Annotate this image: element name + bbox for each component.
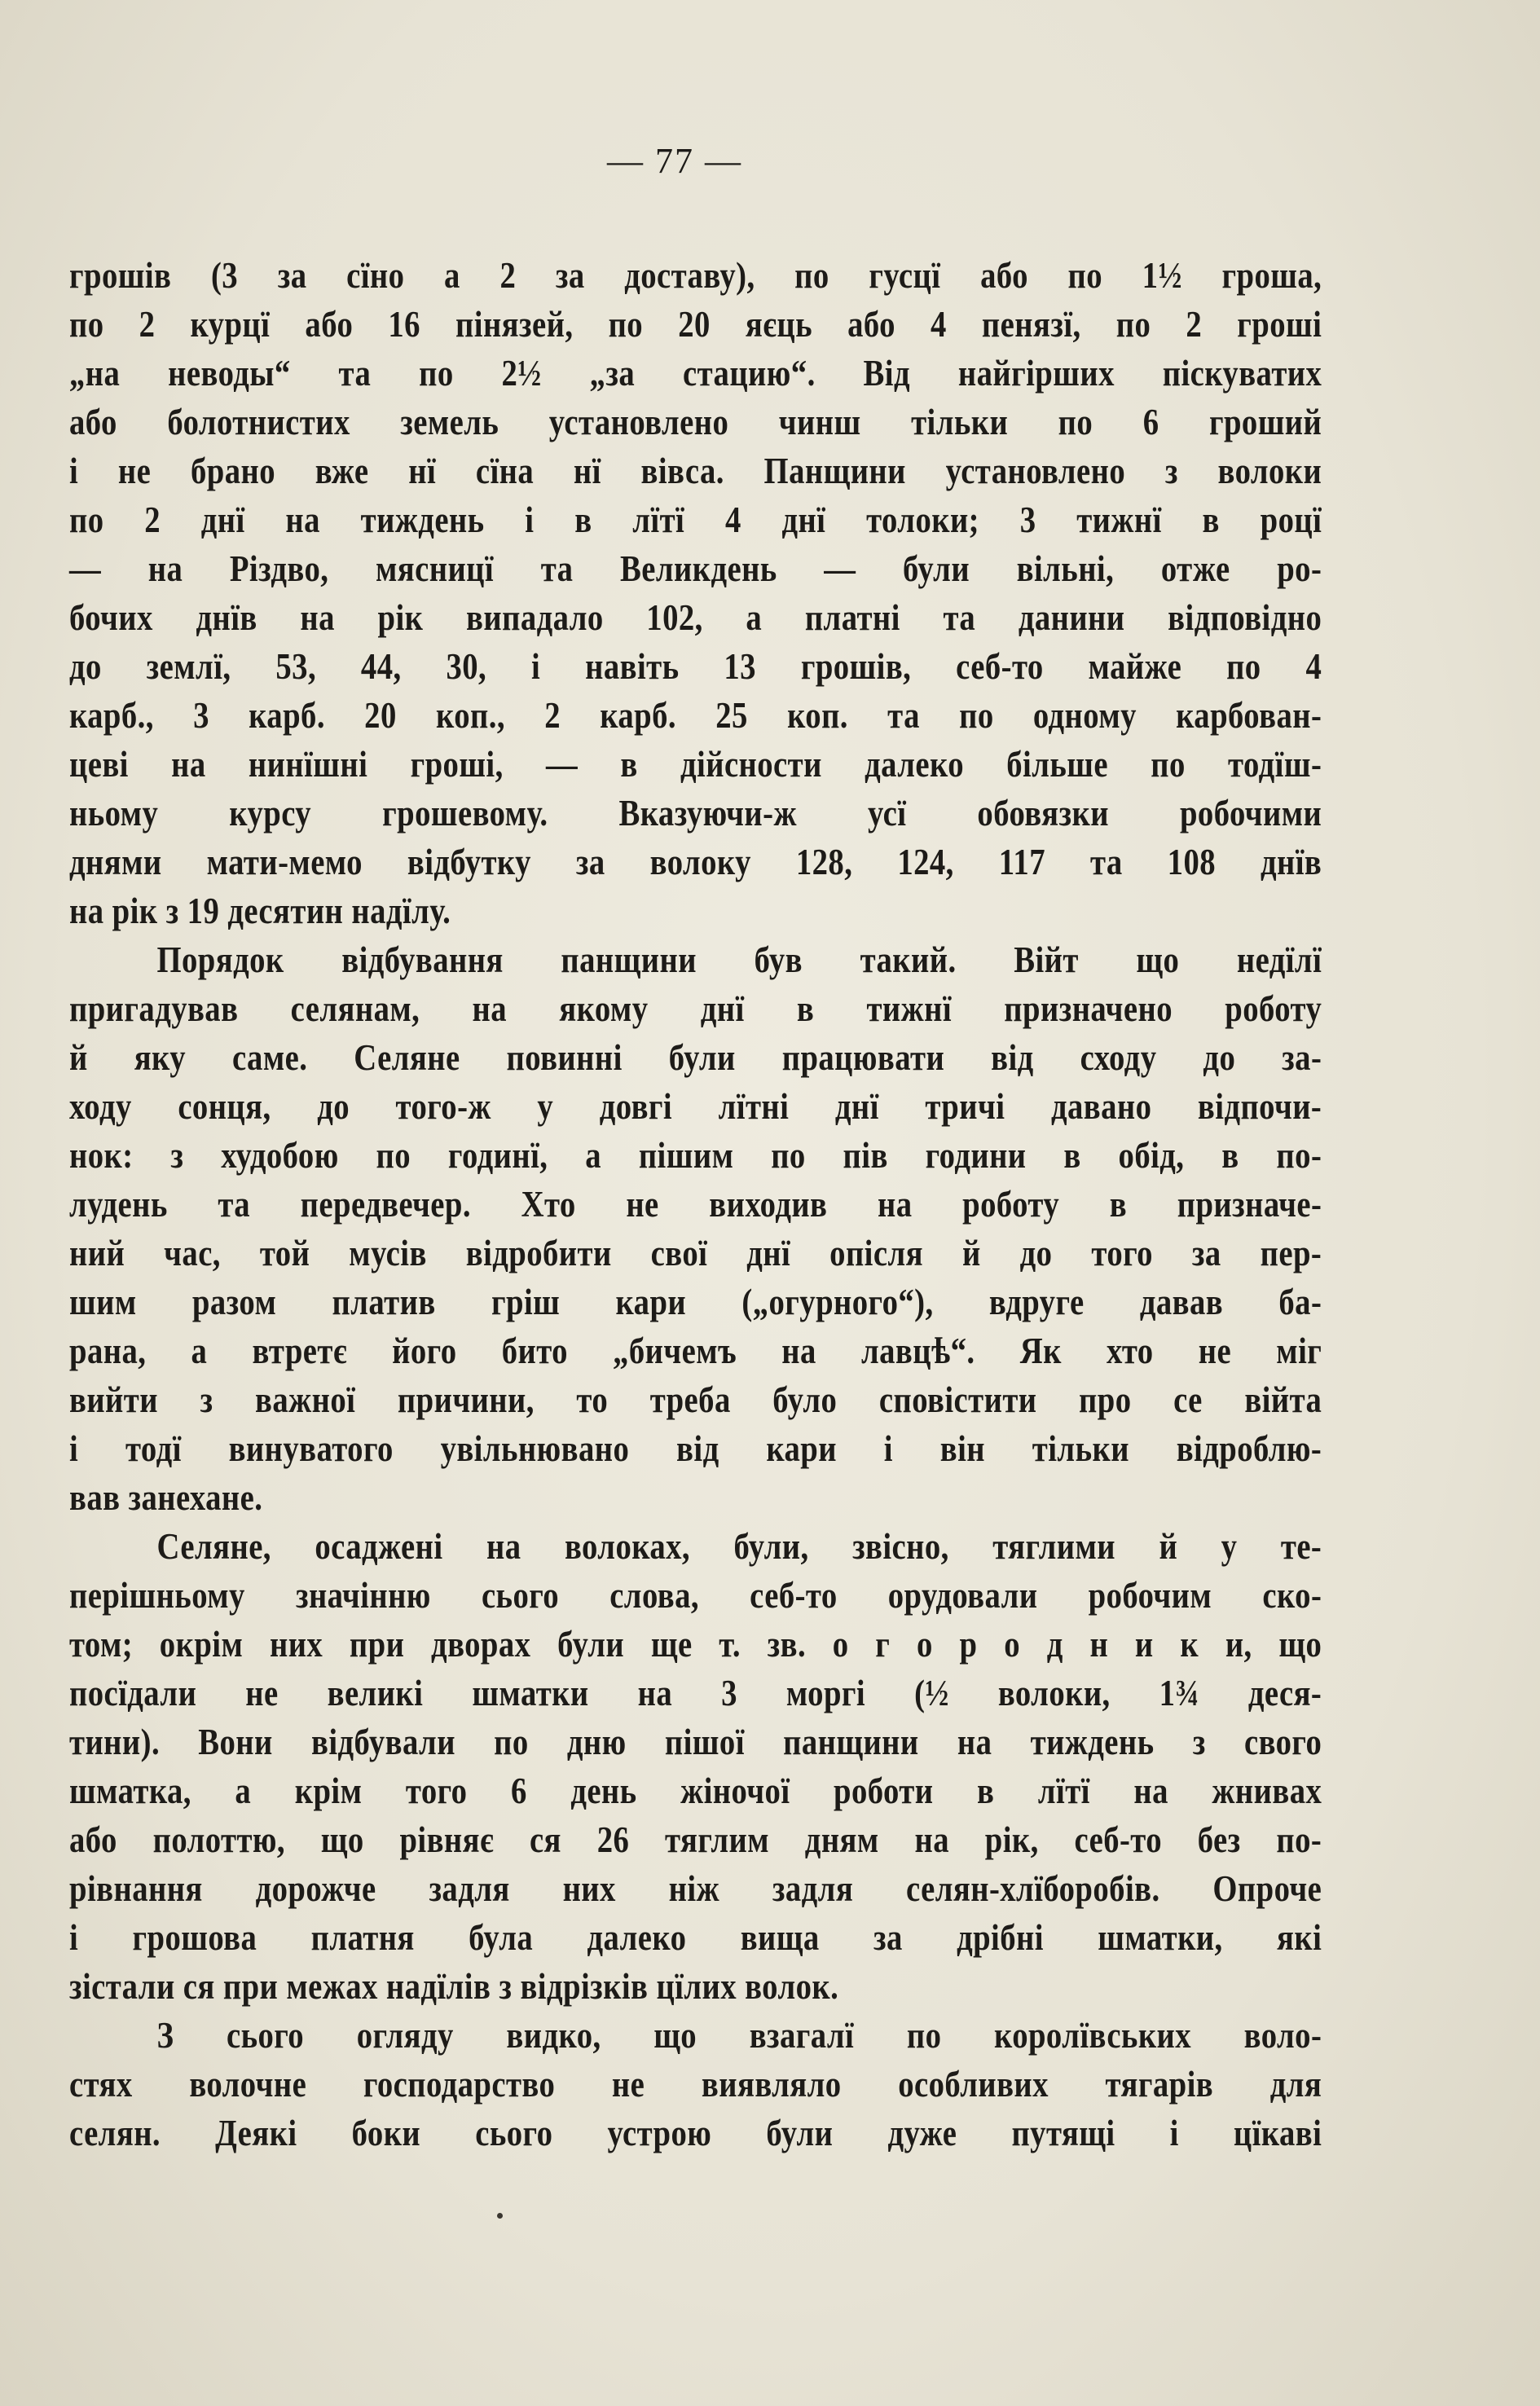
text-line: або полоттю, що рівняє ся 26 тяглим дням на рік, себ-то без по- — [69, 1819, 1322, 1860]
paragraph — [69, 2011, 1322, 2157]
text-line: до землї, 53, 44, 30, і навіть 13 грошів, себ-то майже по 4 — [69, 646, 1322, 687]
text-line: рана, а втретє його бито „бичемъ на лавцѣ“. Як хто не міг — [69, 1331, 1322, 1371]
text-line: шматка, а крім того 6 день жіночої роботи в лїтї на жнивах — [69, 1770, 1322, 1811]
text-line: по 2 днї на тиждень і в лїтї 4 днї толоки; 3 тижнї в роцї — [69, 499, 1322, 540]
text-line: тини). Вони відбували по дню пішої панщини на тиждень з свого — [69, 1722, 1322, 1762]
text-line: З сього огляду видко, що взагалї по королївських воло- — [156, 2015, 1322, 2056]
paragraph — [69, 935, 1322, 1522]
text-line: карб., 3 карб. 20 коп., 2 карб. 25 коп. та по одному карбован- — [69, 695, 1322, 736]
text-line: бочих днїв на рік випадало 102, а платні та данини відповідно — [69, 597, 1322, 638]
text-line: — на Різдво, мясницї та Великдень — були вільні, отже ро- — [69, 548, 1322, 589]
text-line: „на неводы“ та по 2½ „за стацию“. Від найгірших піскуватих — [69, 353, 1322, 394]
text-line: стях волочне господарство не виявляло особливих тягарів для — [69, 2064, 1322, 2105]
text-line: ходу сонця, до того-ж у довгі лїтні днї тричі давано відпочи- — [69, 1086, 1322, 1127]
page-number: — 77 — — [607, 141, 742, 181]
text-line: вав занехане. — [69, 1477, 263, 1518]
text-line: Селяне, осаджені на волоках, були, звісно, тяглими й у те- — [156, 1526, 1322, 1567]
text-line: посїдали не великі шматки на 3 моргі (½ волоки, 1¾ деся- — [69, 1673, 1322, 1713]
text-line: пригадував селянам, на якому днї в тижнї призначено роботу — [69, 988, 1322, 1029]
text-line: і не брано вже нї сїна нї вівса. Панщини установлено з волоки — [69, 451, 1322, 491]
text-line: селян. Деякі боки сього устрою були дуже путящі і цїкаві — [69, 2113, 1322, 2153]
text-line: на рік з 19 десятин надїлу. — [69, 891, 451, 931]
text-line: перішньому значінню сього слова, себ-то орудовали робочим ско- — [69, 1575, 1322, 1616]
text-line: і тодї винуватого увільнювано від кари і він тільки відроблю- — [69, 1428, 1322, 1469]
text-line: рівнання дорожче задля них ніж задля селян-хлїборобів. Опроче — [69, 1868, 1322, 1909]
text-line: том; окрім них при дворах були ще т. зв. о г о р о д н и к и, що — [69, 1624, 1322, 1665]
text-line: цеві на нинїшні гроші, — в дійсности далеко більше по тодїш- — [69, 744, 1322, 785]
paragraph — [69, 251, 1322, 935]
text-line: вийти з важної причини, то треба було сповістити про се війта — [69, 1379, 1322, 1420]
paragraph — [69, 1522, 1322, 2011]
text-line: і грошова платня була далеко вища за дрібні шматки, які — [69, 1917, 1322, 1958]
text-line: по 2 курцї або 16 пінязей, по 20 яєць або 4 пенязї, по 2 гроші — [69, 304, 1322, 345]
ink-speck — [497, 2213, 503, 2219]
text-line: Порядок відбування панщини був такий. Війт що недїлї — [156, 939, 1322, 980]
body-text — [69, 251, 1322, 2157]
text-line: й яку саме. Селяне повинні були працювати від сходу до за- — [69, 1037, 1322, 1078]
text-line: шим разом платив гріш кари („огурного“), вдруге давав ба- — [69, 1282, 1322, 1322]
text-line: лудень та передвечер. Хто не виходив на роботу в призначе- — [69, 1184, 1322, 1225]
text-line: ний час, той мусів відробити свої днї опісля й до того за пер- — [69, 1233, 1322, 1273]
text-line: грошів (3 за сїно а 2 за доставу), по гусцї або по 1½ гроша, — [69, 255, 1322, 296]
text-line: нок: з худобою по годинї, а пішим по пів години в обід, в по- — [69, 1135, 1322, 1176]
text-line: або болотнистих земель установлено чинш тільки по 6 гроший — [69, 402, 1322, 442]
text-line: ньому курсу грошевому. Вказуючи-ж усї обовязки робочими — [69, 793, 1322, 834]
text-line: зістали ся при межах надїлів з відрізків цїлих волок. — [69, 1966, 839, 2007]
text-line: днями мати-мемо відбутку за волоку 128, 124, 117 та 108 днїв — [69, 842, 1322, 882]
